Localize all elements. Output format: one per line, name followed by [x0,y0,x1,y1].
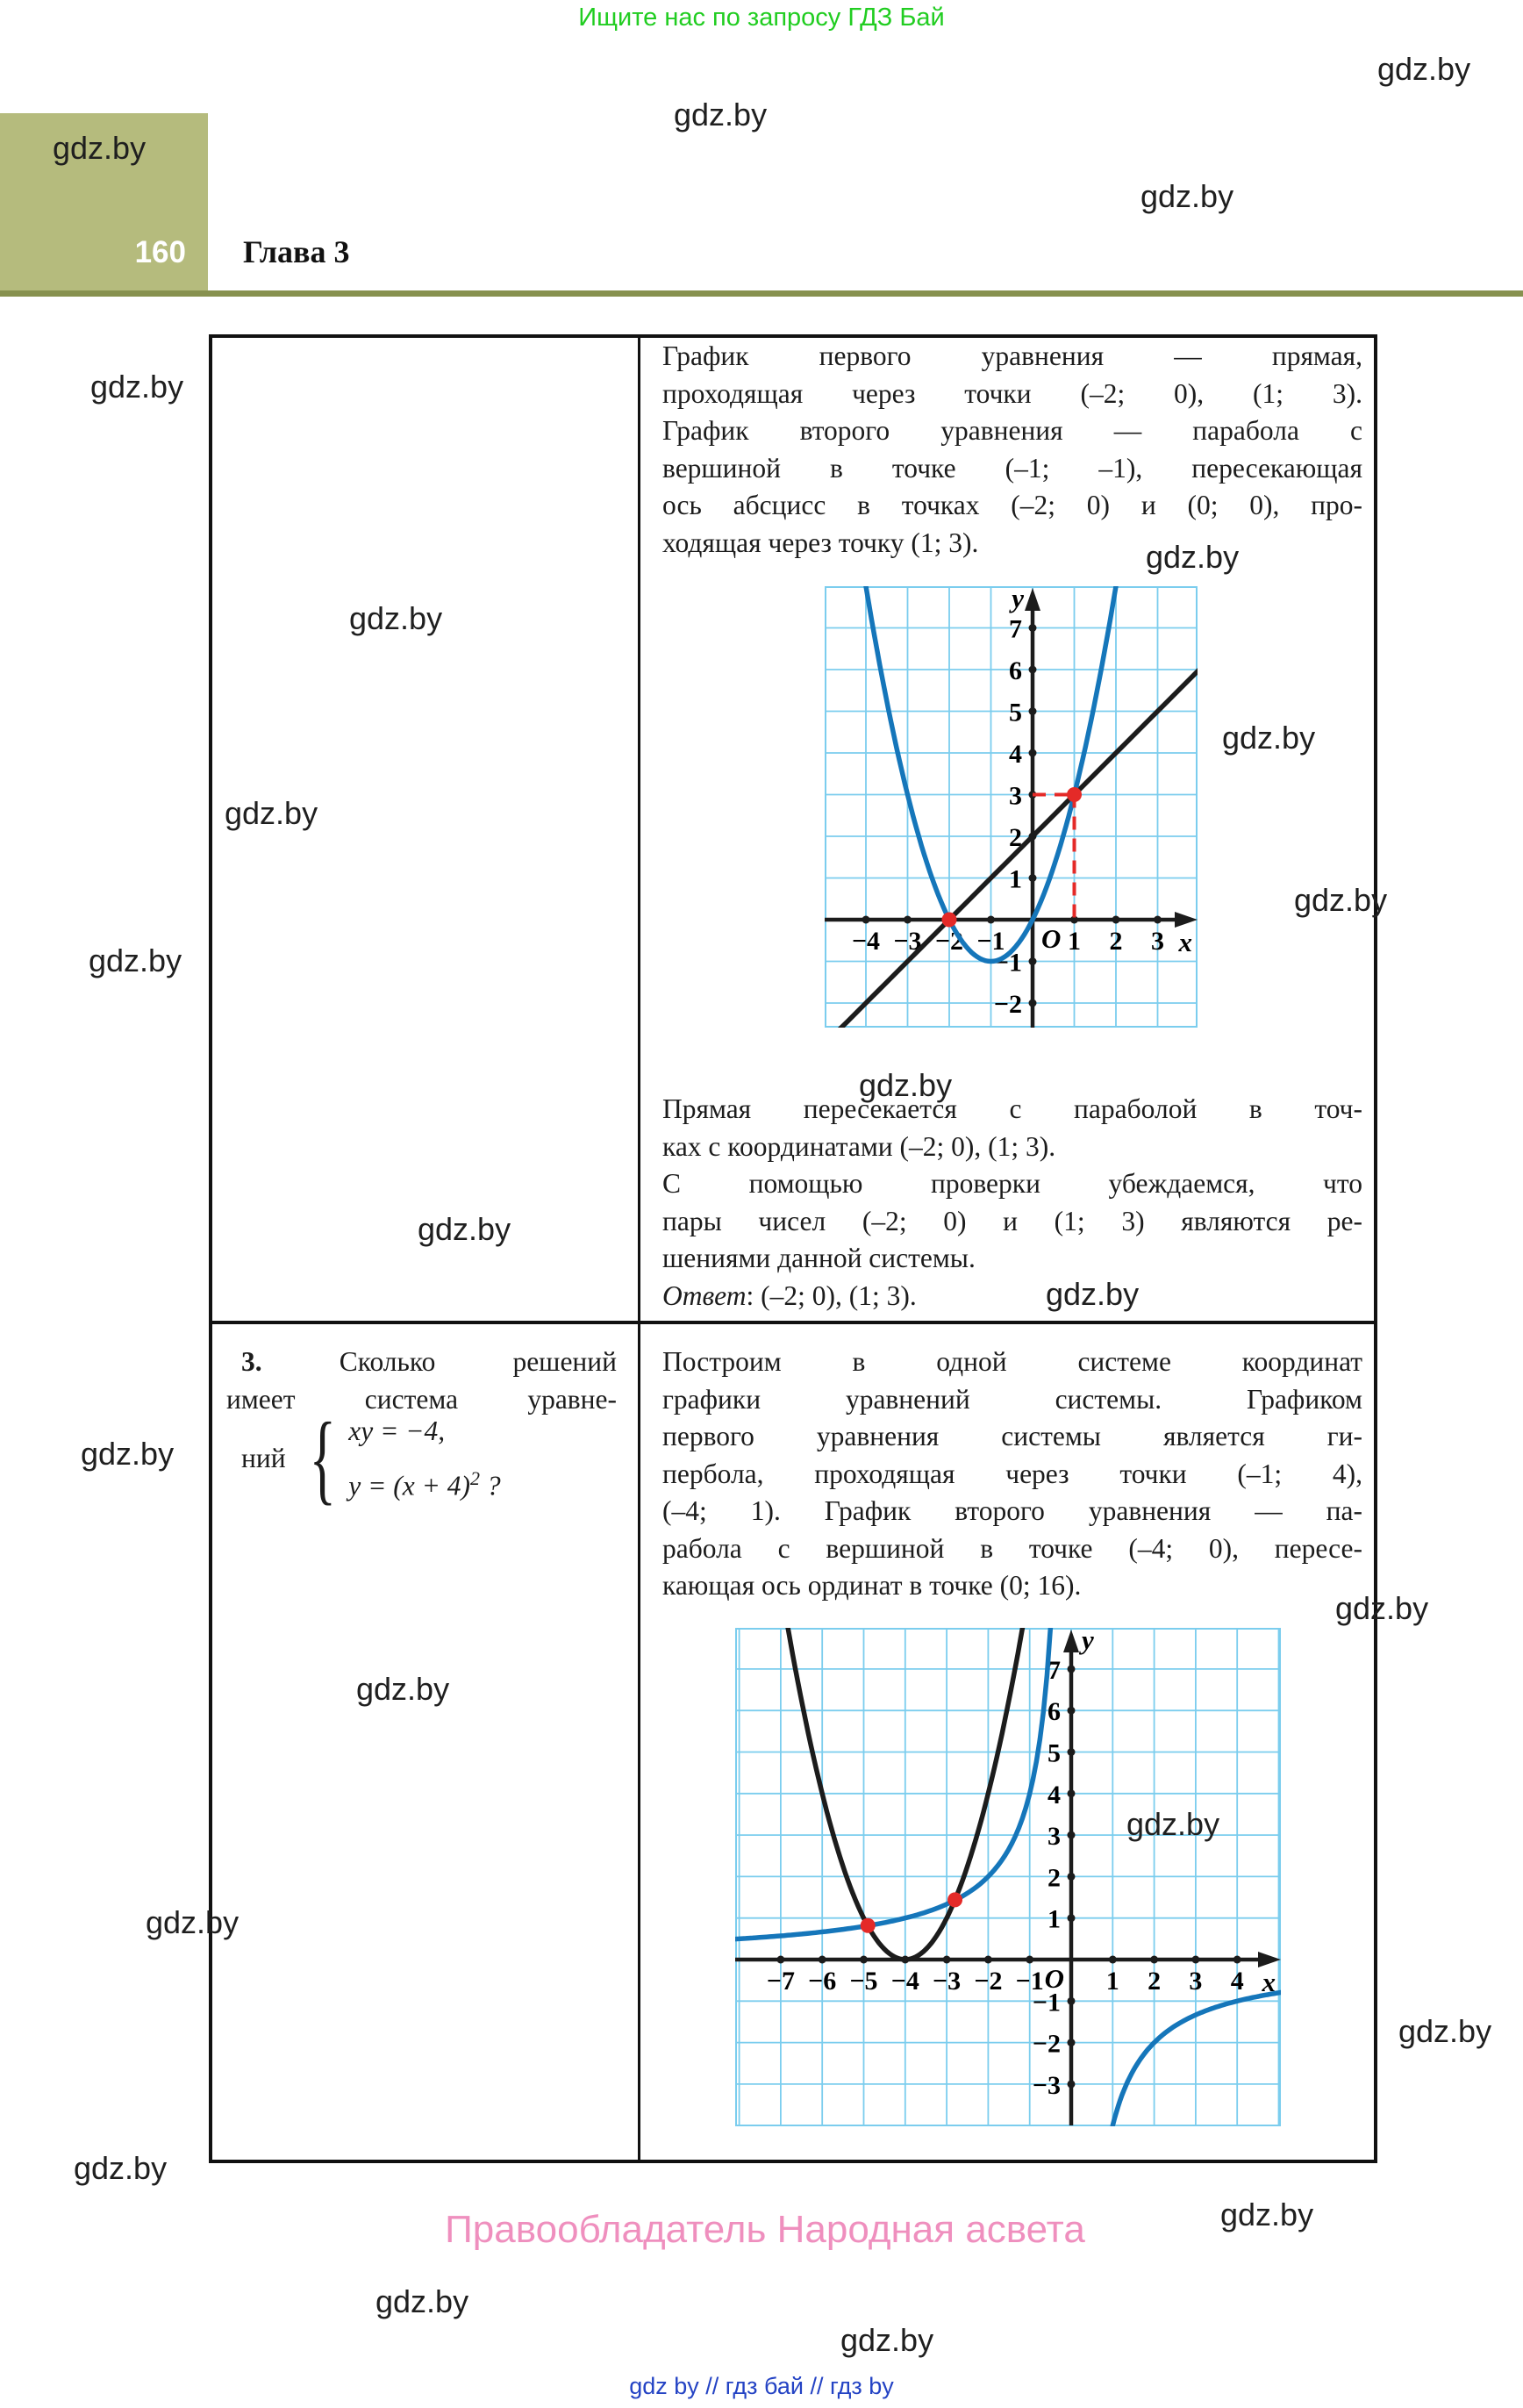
problem-line: имеет система уравне- [226,1383,617,1415]
solution-line: ках с координатами (–2; 0), (1; 3). [662,1130,1056,1162]
promo-banner-text: Ищите нас по запросу ГДЗ Бай [578,4,945,32]
solution-line: ходящая через точку (1; 3). [662,527,979,558]
intersection-point [861,1918,876,1933]
gdz-watermark: gdz.by [1335,1590,1429,1626]
svg-text:2: 2 [1009,823,1022,852]
solution-line: графики уравнений системы. Графиком [662,1383,1362,1415]
svg-text:−1: −1 [1032,1988,1061,2017]
table-border-right [1374,334,1377,2163]
problem-text-continuation: ний [241,1443,286,1473]
gdz-watermark: gdz.by [356,1671,450,1707]
system-equations [348,1412,500,1506]
svg-text:−2: −2 [974,1967,1003,1996]
svg-text:3: 3 [1009,781,1022,811]
svg-text:−2: −2 [1032,2029,1061,2059]
gdz-watermark: gdz.by [674,97,768,133]
gdz-watermark: gdz.by [53,130,147,166]
svg-text:1: 1 [1048,1904,1061,1934]
solution-line: (–4; 1). График второго уравнения — па- [662,1495,1362,1526]
solution-line: ось абсцисс в точках (–2; 0) и (0; 0), про- [662,490,1362,520]
gdz-watermark: gdz.by [1140,178,1234,214]
gdz-watermark: gdz.by [1046,1276,1140,1312]
header-rule [0,290,1523,297]
solution-line: Построим в одной системе координат [662,1346,1362,1377]
gdz-watermark: gdz.by [1398,2013,1492,2049]
svg-text:−2: −2 [934,927,964,956]
table-column-divider [638,334,640,2163]
solution-line: проходящая через точки (–2; 0), (1; 3). [662,377,1362,409]
gdz-watermark: gdz.by [81,1436,175,1472]
svg-text:−4: −4 [890,1967,919,1996]
svg-text:4: 4 [1009,740,1022,769]
solution-line: кающая ось ординат в точке (0; 16). [662,1570,1082,1601]
intersection-point [1067,787,1082,802]
svg-text:4: 4 [1230,1967,1244,1996]
answer-values: : (–2; 0), (1; 3). [746,1279,917,1311]
svg-text:2: 2 [1109,927,1123,956]
svg-text:x: x [1178,927,1192,957]
svg-text:1: 1 [1009,864,1022,894]
copyright-notice: Правообладатель Народная асвета [445,2208,1085,2251]
svg-text:3: 3 [1189,1967,1203,1996]
svg-text:−3: −3 [893,927,922,956]
problem-text: Сколько решений [339,1346,617,1377]
svg-text:6: 6 [1009,656,1022,685]
equation-2: $y = (x + 4)^2$ ? [348,1466,501,1501]
svg-text:x: x [1262,1967,1276,1997]
x-axis-arrow [1258,1952,1281,1967]
svg-text:3: 3 [1151,927,1164,956]
svg-text:−6: −6 [808,1967,837,1996]
svg-text:1: 1 [1105,1967,1119,1996]
svg-text:−5: −5 [849,1967,878,1996]
gdz-watermark: gdz.by [89,942,182,978]
svg-text:y: y [1012,586,1024,613]
system-brace: { [309,1402,336,1515]
exponent: 2 [469,1466,480,1489]
table-row-divider [209,1321,1377,1324]
svg-text:−1: −1 [976,927,1005,956]
solution-paragraph-2 [662,1091,1362,1315]
svg-text:−3: −3 [933,1967,962,1996]
gdz-watermark: gdz.by [1126,1806,1220,1842]
curve-xy = −4 (branch x<0) [735,1628,1050,1939]
page-number: 160 [134,235,186,269]
solution-line: пары чисел (–2; 0) и (1; 3) являются ре- [662,1205,1362,1236]
solution-line: рабола с вершиной в точке (–4; 0), пересе- [662,1532,1362,1564]
svg-text:−2: −2 [993,990,1022,1019]
y-axis-arrow [1063,1630,1079,1652]
svg-text:5: 5 [1048,1738,1061,1768]
gdz-watermark: gdz.by [1294,882,1388,918]
gdz-watermark: gdz.by [1220,2197,1314,2232]
svg-text:3: 3 [1048,1822,1061,1852]
svg-text:7: 7 [1048,1655,1061,1685]
y-axis-arrow [1025,588,1040,611]
problem-line [226,1344,617,1381]
answer-label: Ответ [662,1279,747,1311]
coordinate-graph-hyperbola-and-parabola [735,1628,1281,2126]
svg-text:−7: −7 [766,1967,795,1996]
svg-text:−1: −1 [1015,1967,1044,1996]
svg-text:2: 2 [1048,1863,1061,1893]
gdz-watermark: gdz.by [1222,720,1316,756]
footer-links[interactable]: gdz by // гдз бай // гдз by [629,2373,894,2399]
svg-text:O: O [1041,923,1062,954]
intersection-point [947,1892,962,1907]
intersection-point [942,913,957,928]
svg-text:O: O [1044,1963,1064,1994]
solution-line: первого уравнения системы является ги- [662,1421,1362,1451]
gdz-watermark: gdz.by [349,600,443,636]
svg-text:−3: −3 [1032,2070,1061,2100]
chapter-title: Глава 3 [243,234,350,269]
coordinate-graph-line-and-parabola [825,586,1198,1028]
svg-text:−1: −1 [993,948,1022,978]
svg-text:2: 2 [1148,1967,1162,1996]
solution-line: шениями данной системы. [662,1243,976,1273]
svg-text:7: 7 [1009,614,1022,644]
tick-labels [852,615,1164,1020]
gdz-watermark: gdz.by [418,1211,511,1247]
gdz-watermark: gdz.by [74,2150,168,2186]
svg-text:y: y [1082,1628,1094,1655]
solution-paragraph-3 [662,1344,1362,1605]
table-border-bottom [209,2160,1377,2163]
gdz-watermark: gdz.by [1146,539,1240,575]
gdz-watermark: gdz.by [840,2322,934,2358]
solution-line: График первого уравнения — прямая, [662,340,1362,371]
svg-text:1: 1 [1068,927,1081,956]
answer-line [662,1278,1362,1315]
equation-system [226,1402,501,1515]
equation-1: xy = −4, [348,1415,446,1446]
svg-text:−4: −4 [851,927,881,956]
curve-xy = −4 (branch x>0) [1112,1993,1281,2126]
solution-line: вершиной в точке (–1; –1), пересекающая [662,452,1362,484]
solution-paragraph-1 [662,338,1362,562]
gdz-watermark: gdz.by [859,1067,953,1103]
svg-text:4: 4 [1048,1780,1061,1810]
solution-line: График второго уравнения — парабола с [662,415,1362,446]
problem-number: 3. [241,1346,262,1377]
svg-text:5: 5 [1009,698,1022,727]
table-border-left [209,334,212,2163]
gdz-watermark: gdz.by [375,2283,469,2319]
gdz-watermark: gdz.by [225,795,318,831]
solution-line: Прямая пересекается с параболой в точ- [662,1093,1362,1124]
x-axis-arrow [1175,912,1198,928]
gdz-watermark: gdz.by [90,369,184,405]
solution-line: пербола, проходящая через точки (–1; 4), [662,1458,1362,1489]
svg-text:6: 6 [1048,1697,1061,1727]
solution-line: С помощью проверки убеждаемся, что [662,1168,1362,1199]
gdz-watermark: gdz.by [146,1904,240,1940]
gdz-watermark: gdz.by [1377,51,1471,87]
